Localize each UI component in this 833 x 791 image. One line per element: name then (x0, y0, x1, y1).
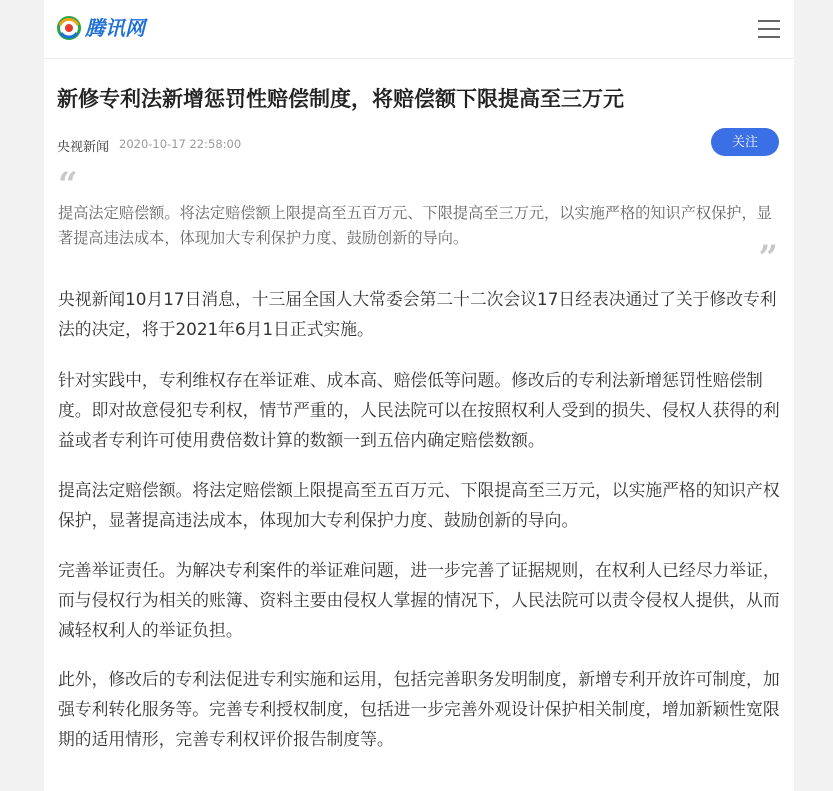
hamburger-menu-icon[interactable] (758, 20, 780, 38)
paragraph-4: 完善举证责任。为解决专利案件的举证难问题，进一步完善了证据规则，在权利人已经尽力举证，而与侵权行为相关的账簿、资料主要由侵权人掌握的情况下，人民法院可以责令侵权人提供，从而减轻权利人的举证负担。 (58, 560, 780, 640)
tencent-news-logo-icon (57, 16, 81, 40)
publish-time: 2020-10-17 22:58:00 (119, 137, 242, 151)
open-quote-icon: “ (58, 165, 78, 205)
article-source[interactable]: 央视新闻 (57, 140, 110, 155)
paragraph-2: 针对实践中，专利维权存在举证难、成本高、赔偿低等问题。修改后的专利法新增惩罚性赔偿制度。即对故意侵犯专利权，情节严重的，人民法院可以在按照权利人受到的损失、侵权人获得的利益或者专利许可使用费倍数计算的数额一到五倍内确定赔偿数额。 (58, 370, 780, 450)
article-page (44, 0, 794, 791)
follow-button[interactable]: 关注 (711, 128, 779, 156)
paragraph-1: 央视新闻10月17日消息，十三届全国人大常委会第二十二次会议17日经表决通过了关于修改专利法的决定，将于2021年6月1日正式实施。 (58, 289, 777, 339)
brand-name: 腾讯网 (85, 16, 145, 40)
paragraph-5: 此外，修改后的专利法促进专利实施和运用，包括完善职务发明制度，新增专利开放许可制度，加强专利转化服务等。完善专利授权制度，包括进一步完善外观设计保护相关制度，增加新颖性宽限期的适用情形，完善专利权评价报告制度等。 (58, 669, 780, 749)
site-logo[interactable] (57, 16, 145, 40)
close-quote-icon: ” (758, 238, 778, 278)
article-summary: 提高法定赔偿额。将法定赔偿额上限提高至五百万元、下限提高至三万元，以实施严格的知识产权保护，显著提高违法成本，体现加大专利保护力度、鼓励创新的导向。 (58, 204, 772, 247)
top-bar (44, 0, 794, 59)
paragraph-3: 提高法定赔偿额。将法定赔偿额上限提高至五百万元、下限提高至三万元，以实施严格的知识产权保护，显著提高违法成本，体现加大专利保护力度、鼓励创新的导向。 (58, 480, 780, 530)
article-meta (57, 133, 779, 161)
article-title: 新修专利法新增惩罚性赔偿制度，将赔偿额下限提高至三万元 (57, 87, 624, 111)
